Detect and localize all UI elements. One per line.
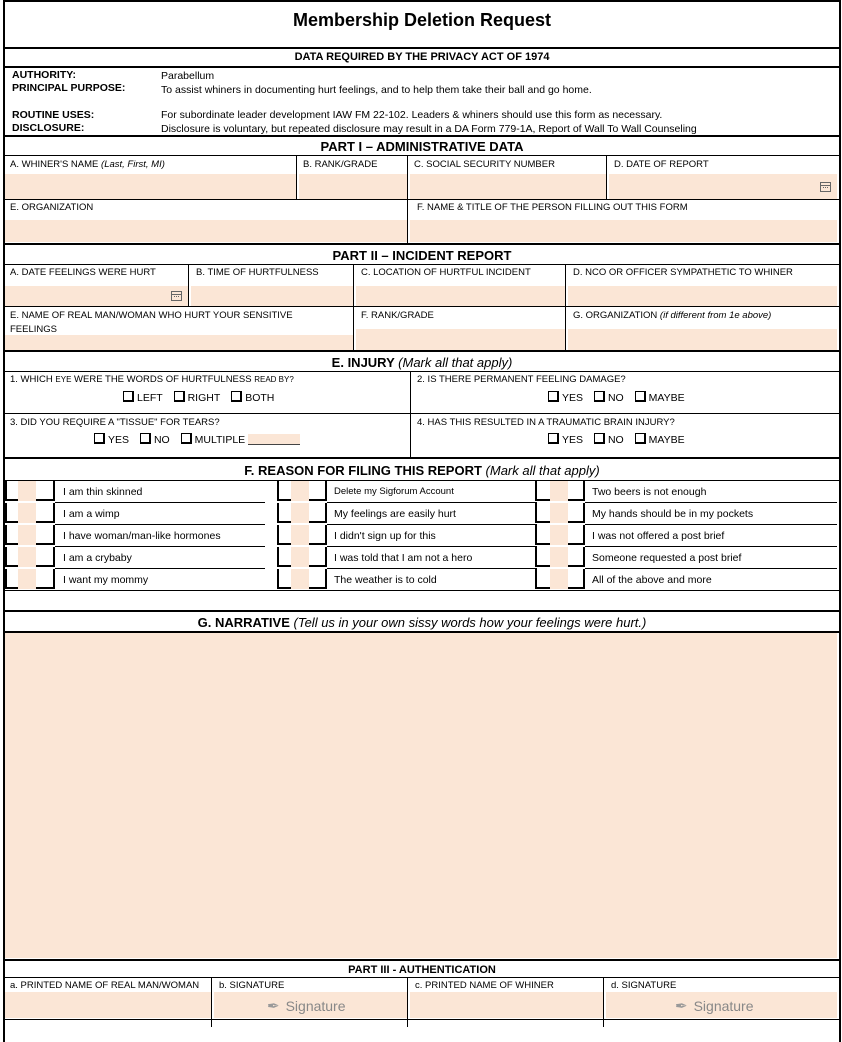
- reason-checkbox-fill: [291, 525, 309, 545]
- q2-yes-checkbox[interactable]: YES: [548, 392, 591, 404]
- reason-checkbox-fill: [291, 569, 309, 589]
- reason-checkbox-fill: [18, 569, 36, 589]
- form-title: Membership Deletion Request: [292, 10, 552, 30]
- q2-options: [548, 391, 693, 404]
- left-eye-checkbox[interactable]: LEFT: [123, 392, 171, 404]
- routine-value: For subordinate leader development IAW FM 22-102. Leaders & whiners should use this form as necessary.: [161, 109, 663, 121]
- whiner-printed-name-label: c. PRINTED NAME OF WHINER: [415, 980, 554, 991]
- ssn-label: C. SOCIAL SECURITY NUMBER: [414, 159, 555, 170]
- right-eye-checkbox[interactable]: RIGHT: [174, 392, 229, 404]
- location-field[interactable]: [356, 286, 565, 306]
- checkbox-icon: [181, 433, 192, 444]
- q3-multiple-checkbox[interactable]: MULTIPLE: [181, 434, 246, 446]
- narrative-heading: G. NARRATIVE (Tell us in your own sissy words how your feelings were hurt.): [197, 615, 647, 630]
- reason-checkbox-fill: [291, 481, 309, 501]
- reason-checkbox-fill: [18, 481, 36, 501]
- multiple-count-field[interactable]: [248, 434, 300, 445]
- time-hurt-field[interactable]: [191, 286, 353, 306]
- reason-row-divider: [585, 568, 837, 569]
- reason-col3-item: Two beers is not enough: [592, 486, 707, 498]
- real-man-printed-name-field[interactable]: [5, 992, 211, 1018]
- calendar-icon[interactable]: [820, 182, 831, 192]
- q2-label: 2. IS THERE PERMANENT FEELING DAMAGE?: [417, 374, 626, 385]
- part2-heading: PART II – INCIDENT REPORT: [332, 248, 512, 263]
- reason-row-divider: [55, 546, 265, 547]
- q1-options: [123, 391, 282, 404]
- location-label: C. LOCATION OF HURTFUL INCIDENT: [361, 267, 531, 278]
- reason-col2-item: Delete my Sigforum Account: [334, 486, 454, 497]
- real-man-signature-label: b. SIGNATURE: [219, 980, 285, 991]
- organization-field[interactable]: [5, 220, 407, 242]
- reason-col3-item: Someone requested a post brief: [592, 552, 742, 564]
- purpose-label: PRINCIPAL PURPOSE:: [12, 82, 126, 94]
- reason-checkbox-fill: [18, 525, 36, 545]
- time-hurt-label: B. TIME OF HURTFULNESS: [196, 267, 319, 278]
- q1-label: 1. WHICH EYE WERE THE WORDS OF HURTFULNESS READ BY?: [10, 374, 294, 385]
- checkbox-icon: [594, 433, 605, 444]
- date-of-report-label: D. DATE OF REPORT: [614, 159, 709, 170]
- checkbox-icon: [635, 391, 646, 402]
- nco-label: D. NCO OR OFFICER SYMPATHETIC TO WHINER: [573, 267, 793, 278]
- reason-checkbox-fill: [291, 503, 309, 523]
- reason-col3-item: All of the above and more: [592, 574, 712, 586]
- authority-label: AUTHORITY:: [12, 69, 76, 81]
- whiner-name-label: A. WHINER'S NAME (Last, First, MI): [10, 159, 165, 170]
- real-man-rank-field[interactable]: [356, 329, 565, 350]
- nco-field[interactable]: [568, 286, 837, 306]
- q4-no-checkbox[interactable]: NO: [594, 434, 632, 446]
- reason-col1-item: I have woman/man-like hormones: [63, 530, 221, 542]
- q3-yes-checkbox[interactable]: YES: [94, 434, 137, 446]
- reason-col1-item: I am thin skinned: [63, 486, 143, 498]
- disclosure-value: Disclosure is voluntary, but repeated disclosure may result in a DA Form 779-1A, Report of Wall To Wall Counseling: [161, 123, 697, 135]
- real-man-printed-name-label: a. PRINTED NAME OF REAL MAN/WOMAN: [10, 980, 200, 991]
- date-hurt-label: A. DATE FEELINGS WERE HURT: [10, 267, 156, 278]
- real-man-rank-label: F. RANK/GRADE: [361, 310, 434, 321]
- checkbox-icon: [140, 433, 151, 444]
- reason-col1-item: I am a wimp: [63, 508, 120, 520]
- reason-checkbox-fill: [291, 547, 309, 567]
- real-man-name-field[interactable]: [5, 335, 353, 350]
- checkbox-icon: [548, 433, 559, 444]
- q2-no-checkbox[interactable]: NO: [594, 392, 632, 404]
- reason-col1-item: I am a crybaby: [63, 552, 132, 564]
- disclosure-label: DISCLOSURE:: [12, 122, 85, 134]
- preparer-name-field[interactable]: [410, 220, 837, 242]
- organization-label: E. ORGANIZATION: [10, 202, 94, 213]
- date-of-report-field[interactable]: [609, 174, 837, 199]
- both-eyes-checkbox[interactable]: BOTH: [231, 392, 282, 404]
- membership-deletion-form: [3, 0, 841, 1042]
- q2-maybe-checkbox[interactable]: MAYBE: [635, 392, 693, 404]
- q4-label: 4. HAS THIS RESULTED IN A TRAUMATIC BRAIN INJURY?: [417, 417, 675, 428]
- reason-row-divider: [327, 524, 537, 525]
- date-hurt-field[interactable]: [5, 286, 188, 306]
- real-man-signature-placeholder: ✒ Signature: [267, 998, 346, 1015]
- reason-col2-item: The weather is to cold: [334, 574, 437, 586]
- reason-col2-item: I didn't sign up for this: [334, 530, 436, 542]
- rank-grade-field[interactable]: [299, 174, 407, 199]
- checkbox-icon: [231, 391, 242, 402]
- preparer-name-label: F. NAME & TITLE OF THE PERSON FILLING OUT THIS FORM: [417, 202, 688, 213]
- reason-checkbox-fill: [550, 525, 568, 545]
- q4-options: [548, 433, 693, 446]
- checkbox-icon: [174, 391, 185, 402]
- q3-options: [94, 433, 300, 446]
- reason-row-divider: [327, 502, 537, 503]
- reason-checkbox-fill: [18, 503, 36, 523]
- real-man-name-label: E. NAME OF REAL MAN/WOMAN WHO HURT YOUR SENSITIVE: [10, 310, 293, 321]
- whiner-signature-placeholder: ✒ Signature: [675, 998, 754, 1015]
- part1-heading: PART I – ADMINISTRATIVE DATA: [320, 139, 524, 154]
- feather-icon: ✒: [267, 998, 280, 1015]
- reason-col2-item: I was told that I am not a hero: [334, 552, 473, 564]
- reason-row-divider: [585, 524, 837, 525]
- checkbox-icon: [635, 433, 646, 444]
- real-man-name-label-cont: FEELINGS: [10, 324, 57, 335]
- checkbox-icon: [94, 433, 105, 444]
- reasons-heading: F. REASON FOR FILING THIS REPORT (Mark all that apply): [244, 463, 600, 478]
- reason-col3-item: I was not offered a post brief: [592, 530, 725, 542]
- reason-row-divider: [327, 546, 537, 547]
- injury-heading: E. INJURY (Mark all that apply): [331, 355, 513, 370]
- reason-col3-item: My hands should be in my pockets: [592, 508, 754, 520]
- q3-no-checkbox[interactable]: NO: [140, 434, 178, 446]
- routine-label: ROUTINE USES:: [12, 109, 95, 121]
- calendar-icon[interactable]: [171, 291, 182, 301]
- q4-maybe-checkbox[interactable]: MAYBE: [635, 434, 693, 446]
- reason-checkbox-fill: [550, 481, 568, 501]
- real-man-org-label: G. ORGANIZATION (if different from 1e above): [573, 310, 772, 321]
- feather-icon: ✒: [675, 998, 688, 1015]
- whiner-printed-name-field[interactable]: [410, 992, 603, 1018]
- q4-yes-checkbox[interactable]: YES: [548, 434, 591, 446]
- rank-grade-label: B. RANK/GRADE: [303, 159, 378, 170]
- part3-heading: PART III - AUTHENTICATION: [348, 964, 496, 976]
- reason-row-divider: [585, 546, 837, 547]
- reason-row-divider: [585, 502, 837, 503]
- q3-label: 3. DID YOU REQUIRE A "TISSUE" FOR TEARS?: [10, 417, 220, 428]
- ssn-field[interactable]: [410, 174, 606, 199]
- checkbox-icon: [594, 391, 605, 402]
- checkbox-icon: [123, 391, 134, 402]
- authority-value: Parabellum: [161, 70, 215, 82]
- privacy-heading: DATA REQUIRED BY THE PRIVACY ACT OF 1974: [294, 51, 550, 63]
- reason-row-divider: [327, 568, 537, 569]
- reason-row-divider: [55, 502, 265, 503]
- purpose-value: To assist whiners in documenting hurt feelings, and to help them take their ball and go home.: [161, 84, 592, 96]
- reason-checkbox-fill: [550, 503, 568, 523]
- reason-checkbox-fill: [550, 569, 568, 589]
- reason-row-divider: [55, 568, 265, 569]
- narrative-field[interactable]: [5, 633, 837, 958]
- checkbox-icon: [548, 391, 559, 402]
- real-man-org-field[interactable]: [568, 329, 837, 350]
- reason-col1-item: I want my mommy: [63, 574, 149, 586]
- reason-checkbox-fill: [18, 547, 36, 567]
- reason-row-divider: [55, 524, 265, 525]
- reason-checkbox-fill: [550, 547, 568, 567]
- reason-col2-item: My feelings are easily hurt: [334, 508, 456, 520]
- whiner-signature-label: d. SIGNATURE: [611, 980, 677, 991]
- whiner-name-field[interactable]: [5, 174, 296, 199]
